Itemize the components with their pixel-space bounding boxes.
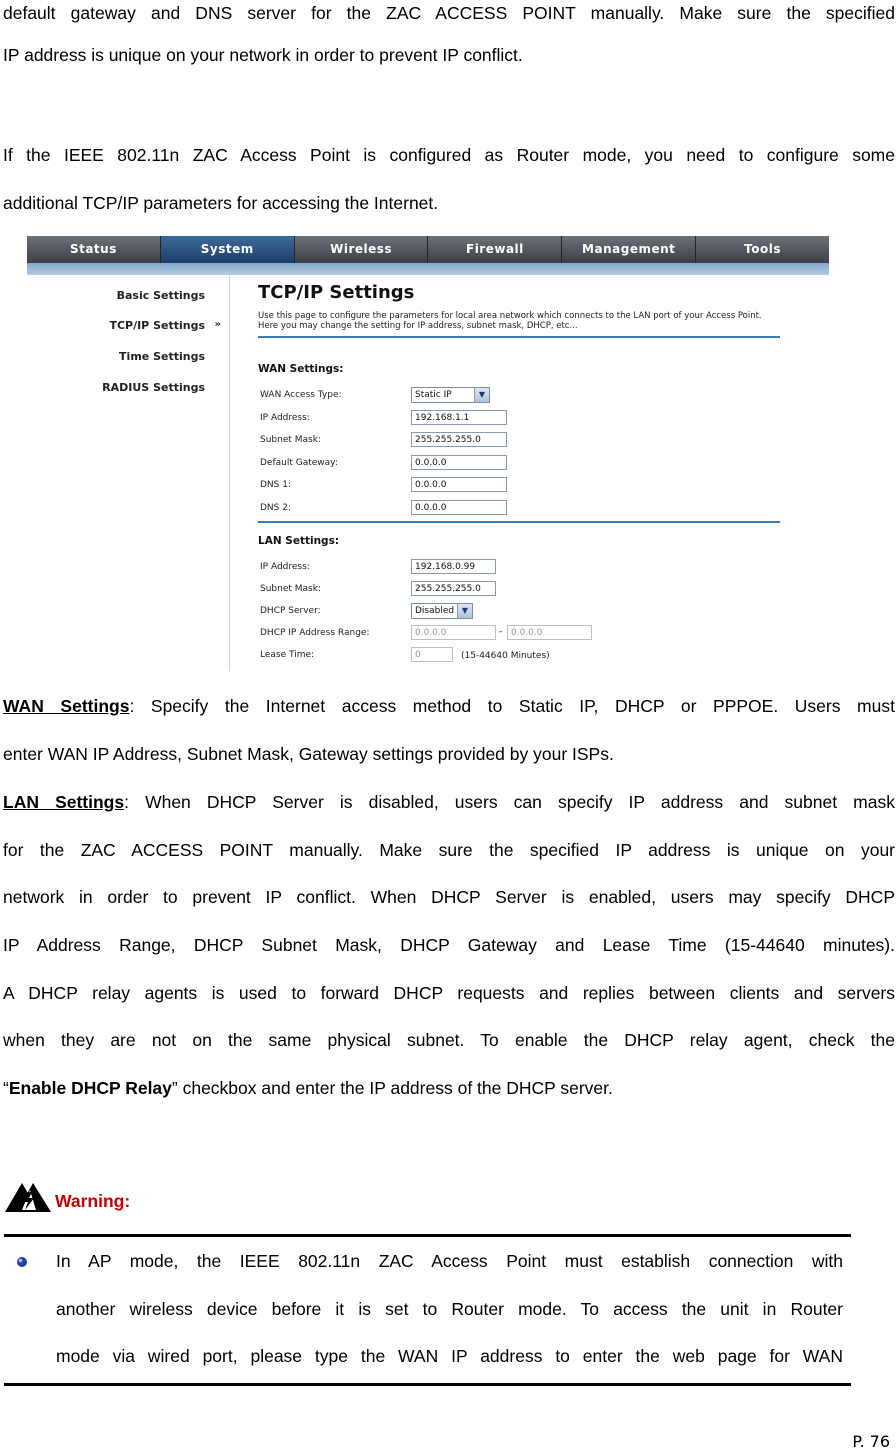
tab-system: System bbox=[161, 236, 295, 263]
wan-access-type-label: WAN Access Type: bbox=[260, 390, 342, 400]
divider bbox=[258, 336, 780, 338]
tcpip-settings-screenshot bbox=[27, 236, 829, 671]
chevron-down-icon: ▼ bbox=[457, 604, 472, 618]
router-line-1: If the IEEE 802.11n ZAC Access Point is configured as Router mode, you need to configure some bbox=[3, 145, 895, 165]
tab-firewall: Firewall bbox=[428, 236, 562, 263]
dhcp-server-select bbox=[411, 603, 473, 619]
warning-title: Warning: bbox=[55, 1191, 131, 1211]
lan-para-text: ” checkbox and enter the IP address of the DHCP server. bbox=[171, 1078, 613, 1098]
lan-para-line-3: network in order to prevent IP conflict. When DHCP Server is enabled, users may specify DHCP bbox=[3, 887, 895, 907]
lan-para-line-4: IP Address Range, DHCP Subnet Mask, DHCP Gateway and Lease Time (15-44640 minutes). bbox=[3, 935, 895, 955]
dhcp-server-label: DHCP Server: bbox=[260, 606, 321, 616]
lan-ip-field: 192.168.0.99 bbox=[411, 559, 496, 574]
bullet-icon bbox=[16, 1256, 28, 1268]
sidebar-item-tcpip-settings bbox=[109, 319, 221, 332]
lan-mask-label: Subnet Mask: bbox=[260, 584, 321, 594]
sidebar-item-basic-settings: Basic Settings bbox=[116, 289, 205, 302]
wan-ip-field: 192.168.1.1 bbox=[411, 410, 507, 425]
page-title: TCP/IP Settings bbox=[258, 282, 415, 303]
warning-line-3: mode via wired port, please type the WAN IP address to enter the web page for WAN bbox=[56, 1346, 843, 1366]
tab-wireless: Wireless bbox=[295, 236, 429, 263]
page-description: Use this page to configure the parameters for local area network which connects to the LAN port of your Access Point. Here you may change the setting for IP address, subnet mask, DHCP, etc... bbox=[258, 311, 762, 331]
wan-dns2-field: 0.0.0.0 bbox=[411, 500, 507, 515]
lan-ip-label: IP Address: bbox=[260, 562, 310, 572]
wan-para-text: : Specify the Internet access method to Static IP, DHCP or PPPOE. Users must bbox=[129, 696, 895, 716]
warning-line-1: In AP mode, the IEEE 802.11n ZAC Access Point must establish connection with bbox=[56, 1251, 843, 1271]
dhcp-range-end-field: 0.0.0.0 bbox=[507, 625, 592, 640]
lan-settings-label: LAN Settings bbox=[3, 792, 125, 812]
page-number: P. 76 bbox=[852, 1432, 890, 1451]
select-value: Static IP bbox=[415, 390, 452, 400]
divider bbox=[258, 521, 780, 523]
wan-settings-heading: WAN Settings: bbox=[258, 363, 344, 375]
lan-para-line-2: for the ZAC ACCESS POINT manually. Make sure the specified IP address is unique on your bbox=[3, 840, 895, 860]
lease-time-note: (15-44640 Minutes) bbox=[461, 651, 550, 661]
lease-time-field: 0 bbox=[411, 647, 453, 662]
dhcp-range-start-field: 0.0.0.0 bbox=[411, 625, 496, 640]
range-separator: - bbox=[499, 627, 503, 637]
lan-para-line-7 bbox=[3, 1065, 895, 1111]
sidebar-item-time-settings: Time Settings bbox=[119, 350, 205, 363]
sidebar-item-label: TCP/IP Settings bbox=[109, 319, 205, 332]
warning-line-2: another wireless device before it is set to Router mode. To access the unit in Router bbox=[56, 1299, 843, 1319]
chevron-down-icon: ▼ bbox=[474, 388, 489, 402]
wan-settings-label: WAN Settings bbox=[3, 696, 130, 716]
main-panel bbox=[229, 275, 829, 671]
nav-underline bbox=[27, 263, 829, 275]
select-value: Disabled bbox=[415, 606, 455, 616]
sidebar bbox=[27, 275, 227, 671]
intro-line-1: default gateway and DNS server for the ZAC ACCESS POINT manually. Make sure the specified bbox=[3, 3, 895, 23]
lan-para-line-5: A DHCP relay agents is used to forward DHCP requests and replies between clients and servers bbox=[3, 983, 895, 1003]
tab-status: Status bbox=[27, 236, 161, 263]
wan-para-line-2: enter WAN IP Address, Subnet Mask, Gateway settings provided by your ISPs. bbox=[3, 744, 614, 764]
warning-triangle-icon bbox=[3, 1180, 53, 1214]
lan-settings-heading: LAN Settings: bbox=[258, 535, 340, 547]
intro-line-2: IP address is unique on your network in order to prevent IP conflict. bbox=[3, 45, 523, 65]
wan-mask-label: Subnet Mask: bbox=[260, 435, 321, 445]
lan-para-line-6: when they are not on the same physical subnet. To enable the DHCP relay agent, check the bbox=[3, 1030, 895, 1050]
tab-management: Management bbox=[562, 236, 696, 263]
wan-gateway-field: 0.0.0.0 bbox=[411, 455, 507, 470]
wan-dns1-field: 0.0.0.0 bbox=[411, 477, 507, 492]
lan-para-text: : When DHCP Server is disabled, users can specify IP address and subnet mask bbox=[124, 792, 895, 812]
wan-mask-field: 255.255.255.0 bbox=[411, 432, 507, 447]
router-line-2: additional TCP/IP parameters for accessing the Internet. bbox=[3, 193, 439, 213]
dhcp-range-label: DHCP IP Address Range: bbox=[260, 628, 370, 638]
lan-mask-field: 255.255.255.0 bbox=[411, 581, 496, 596]
warning-top-rule bbox=[4, 1234, 851, 1237]
double-chevron-right-icon: » bbox=[214, 319, 221, 330]
warning-bottom-rule bbox=[4, 1383, 851, 1386]
lan-para-line-1 bbox=[3, 779, 895, 825]
wan-para-line-1 bbox=[3, 683, 895, 729]
wan-ip-label: IP Address: bbox=[260, 413, 310, 423]
wan-dns1-label: DNS 1: bbox=[260, 480, 291, 490]
open-quote: “ bbox=[3, 1078, 9, 1098]
wan-gateway-label: Default Gateway: bbox=[260, 458, 338, 468]
top-nav-bar bbox=[27, 236, 829, 263]
sidebar-item-radius-settings: RADIUS Settings bbox=[102, 381, 205, 394]
wan-dns2-label: DNS 2: bbox=[260, 503, 291, 513]
enable-dhcp-relay-text: Enable DHCP Relay bbox=[8, 1078, 172, 1098]
wan-access-type-select bbox=[411, 387, 490, 403]
lease-time-label: Lease Time: bbox=[260, 650, 315, 660]
tab-tools: Tools bbox=[744, 242, 781, 256]
